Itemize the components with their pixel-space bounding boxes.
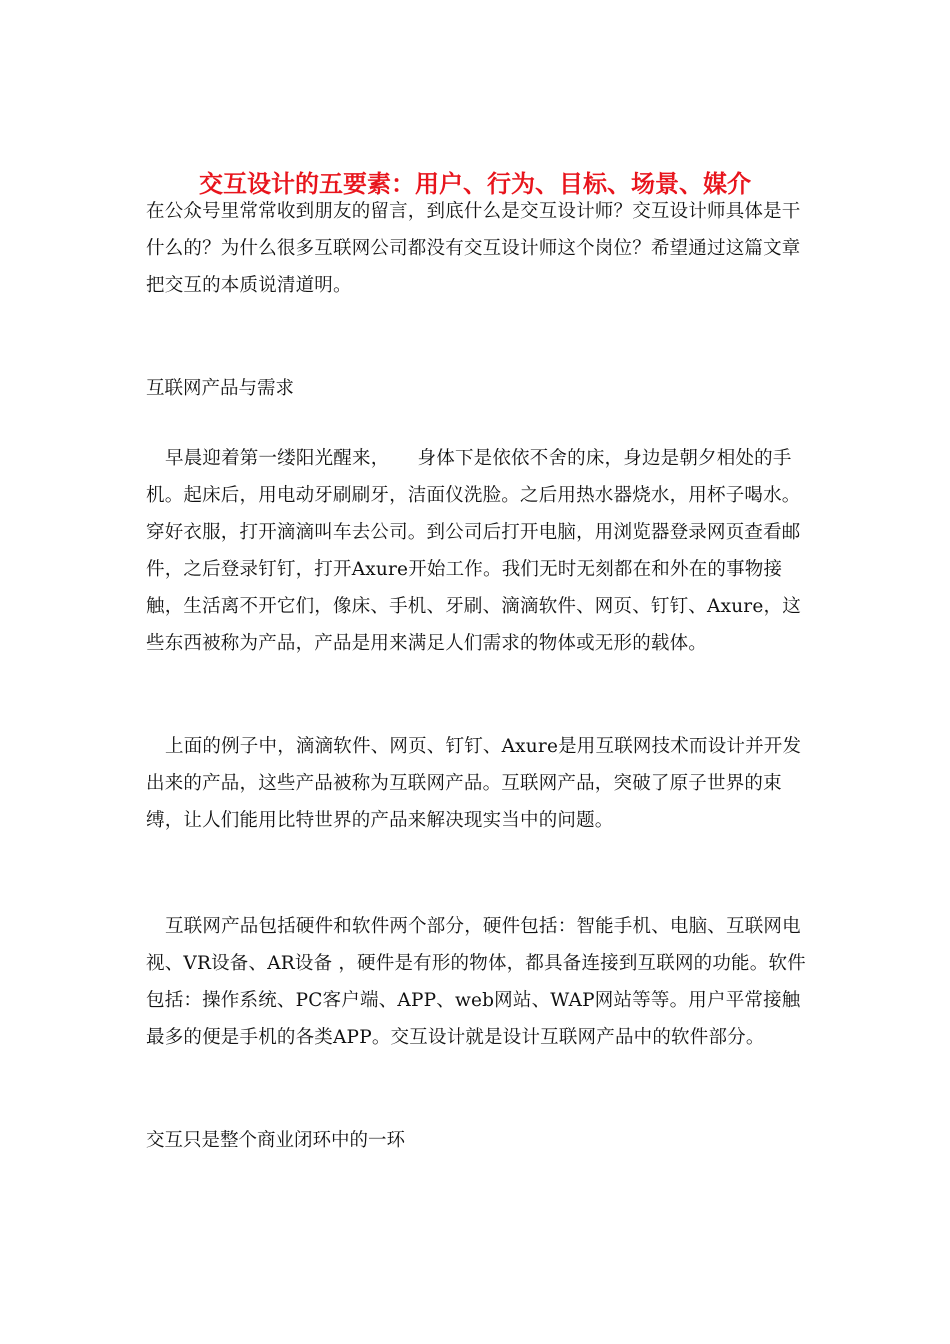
section-heading-business-loop: 交互只是整个商业闭环中的一环 [146, 1130, 406, 1151]
body-paragraph-1: 早晨迎着第一缕阳光醒来， 身体下是依依不舍的床，身边是朝夕相处的手机。起床后，用电动牙刷刷牙，洁面仪洗脸。之后用热水器烧水，用杯子喝水。穿好衣服，打开滴滴叫车去公司。到公司后打开电脑，用浏览器登录网页查看邮件，之后登录钉钉，打开Axure开始工作。我们无时无刻都在和外在的事物接触，生活离不开它们，像床、手机、牙刷、滴滴软件、网页、钉钉、Axure，这些东西被称为产品，产品是用来满足人们需求的物体或无形的载体。 [146, 448, 801, 654]
section-heading-products: 互联网产品与需求 [146, 378, 295, 399]
body-paragraph-2: 上面的例子中，滴滴软件、网页、钉钉、Axure是用互联网技术而设计并开发出来的产品，这些产品被称为互联网产品。互联网产品，突破了原子世界的束缚，让人们能用比特世界的产品来解决现实当中的问题。 [146, 736, 802, 831]
intro-paragraph: 在公众号里常常收到朋友的留言，到底什么是交互设计师？交互设计师具体是干什么的？为什么很多互联网公司都没有交互设计师这个岗位？希望通过这篇文章把交互的本质说清道明。 [146, 201, 801, 296]
body-paragraph-3: 互联网产品包括硬件和软件两个部分，硬件包括：智能手机、电脑、互联网电视、VR设备、AR设备 ，硬件是有形的物体，都具备连接到互联网的功能。软件包括：操作系统、PC客户端、APP、web网站、WAP网站等等。用户平常接触最多的便是手机的各类APP。交互设计就是设计互联网产品中的软件部分。 [146, 916, 806, 1048]
document-title: 交互设计的五要素：用户、行为、目标、场景、媒介 [199, 169, 751, 199]
